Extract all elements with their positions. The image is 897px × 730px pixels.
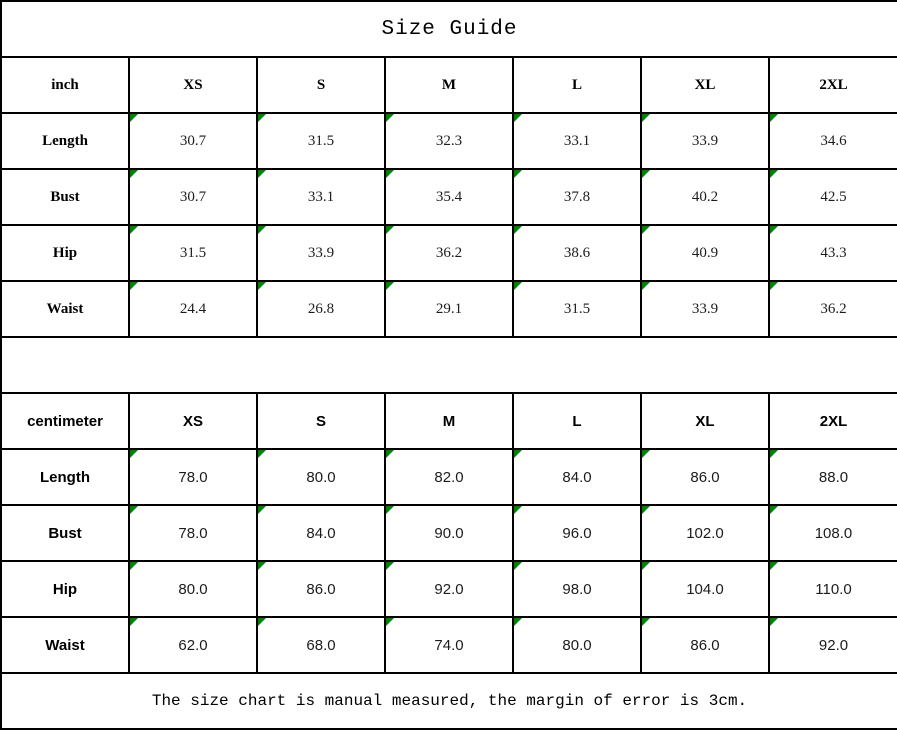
value-cell: 30.7 [129,169,257,225]
value-cell: 40.9 [641,225,769,281]
value-cell: 24.4 [129,281,257,337]
inch-table-section [1,57,897,337]
value-cell: 32.3 [385,113,513,169]
value-cell: 102.0 [641,505,769,561]
measurement-label: Length [1,113,129,169]
inch-table-size-header: 2XL [769,57,897,113]
value-cell: 98.0 [513,561,641,617]
measurement-label: Waist [1,617,129,673]
measurement-label: Waist [1,281,129,337]
value-cell: 33.1 [513,113,641,169]
title-section [1,1,897,57]
value-cell: 74.0 [385,617,513,673]
value-cell: 31.5 [257,113,385,169]
page-title: Size Guide [1,1,897,57]
value-cell: 26.8 [257,281,385,337]
centimeter-table-size-header: XL [641,393,769,449]
centimeter-table-size-header: XS [129,393,257,449]
table-spacer [1,337,897,393]
value-cell: 92.0 [385,561,513,617]
measurement-label: Bust [1,505,129,561]
value-cell: 104.0 [641,561,769,617]
centimeter-table-row-bust [1,505,897,561]
inch-table-size-header: XS [129,57,257,113]
value-cell: 80.0 [257,449,385,505]
value-cell: 110.0 [769,561,897,617]
spacer-row [1,337,897,393]
spacer-section [1,337,897,393]
value-cell: 86.0 [641,617,769,673]
value-cell: 84.0 [257,505,385,561]
measurement-label: Hip [1,561,129,617]
inch-table-row-waist [1,281,897,337]
inch-table-header-row [1,57,897,113]
value-cell: 29.1 [385,281,513,337]
value-cell: 33.1 [257,169,385,225]
centimeter-table-size-header: S [257,393,385,449]
value-cell: 86.0 [257,561,385,617]
value-cell: 35.4 [385,169,513,225]
inch-table-row-hip [1,225,897,281]
measurement-label: Bust [1,169,129,225]
value-cell: 34.6 [769,113,897,169]
value-cell: 92.0 [769,617,897,673]
value-cell: 78.0 [129,505,257,561]
value-cell: 33.9 [641,281,769,337]
centimeter-table-unit-label: centimeter [1,393,129,449]
value-cell: 86.0 [641,449,769,505]
centimeter-table-header-row [1,393,897,449]
value-cell: 36.2 [385,225,513,281]
inch-table-size-header: S [257,57,385,113]
centimeter-table-row-length [1,449,897,505]
value-cell: 68.0 [257,617,385,673]
value-cell: 90.0 [385,505,513,561]
measurement-label: Length [1,449,129,505]
inch-table-row-length [1,113,897,169]
value-cell: 33.9 [641,113,769,169]
inch-table-size-header: XL [641,57,769,113]
value-cell: 88.0 [769,449,897,505]
value-cell: 36.2 [769,281,897,337]
value-cell: 84.0 [513,449,641,505]
footer-row [1,673,897,729]
value-cell: 96.0 [513,505,641,561]
value-cell: 37.8 [513,169,641,225]
value-cell: 62.0 [129,617,257,673]
measurement-label: Hip [1,225,129,281]
value-cell: 108.0 [769,505,897,561]
footer-section [1,673,897,729]
value-cell: 43.3 [769,225,897,281]
value-cell: 78.0 [129,449,257,505]
inch-table-row-bust [1,169,897,225]
value-cell: 30.7 [129,113,257,169]
title-row [1,1,897,57]
centimeter-table-row-waist [1,617,897,673]
value-cell: 82.0 [385,449,513,505]
value-cell: 40.2 [641,169,769,225]
inch-table-size-header: M [385,57,513,113]
centimeter-table-size-header: M [385,393,513,449]
centimeter-table-row-hip [1,561,897,617]
value-cell: 80.0 [513,617,641,673]
value-cell: 42.5 [769,169,897,225]
value-cell: 33.9 [257,225,385,281]
value-cell: 31.5 [513,281,641,337]
value-cell: 80.0 [129,561,257,617]
footer-note: The size chart is manual measured, the margin of error is 3cm. [1,673,897,729]
centimeter-table-section [1,393,897,673]
inch-table-size-header: L [513,57,641,113]
value-cell: 31.5 [129,225,257,281]
centimeter-table-size-header: 2XL [769,393,897,449]
centimeter-table-size-header: L [513,393,641,449]
inch-table-unit-label: inch [1,57,129,113]
value-cell: 38.6 [513,225,641,281]
